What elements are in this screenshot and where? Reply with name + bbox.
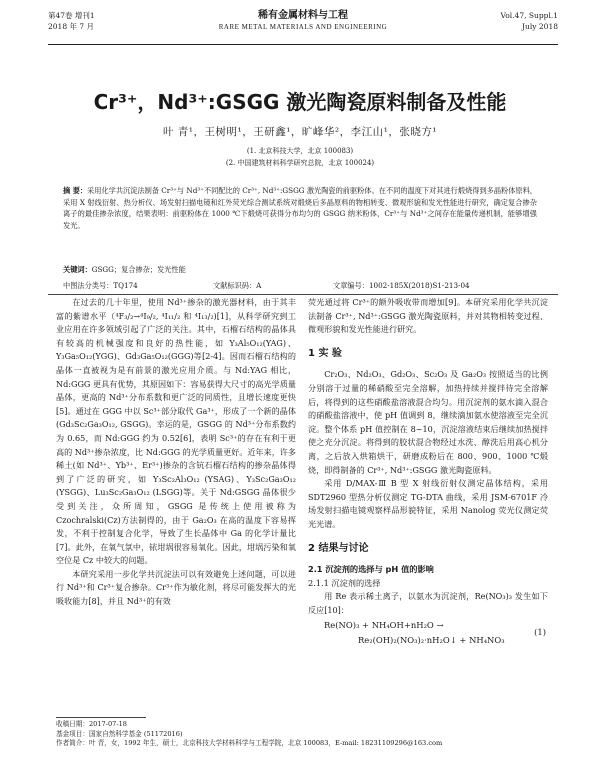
clc-number: 中图法分类号：TQ174: [63, 281, 138, 290]
year-cn: 2018 年 7 月: [48, 22, 95, 31]
classification-line: [63, 281, 537, 291]
received-date: 收稿日期：2017-07-18: [56, 720, 127, 728]
method-paragraph: Cr₂O₃、Nd₂O₃、Gd₂O₃、Sc₂O₃ 及 Ga₂O₃ 按照适当的比例分别溶于过量的稀硝酸至完全溶解，加热持续并搅拌待完全溶解后，将得到的这些硝酸盐溶液混合均匀。用沉淀剂的氨水滴入混合的硝酸盐溶液中，使 pH 值调到 8，继续滴加氨水使溶液至完全沉淀。整个体系 pH 值控制在 8~10，沉淀溶液结束后继续加热搅拌使之充分沉淀。将得到的胶状混合物经过水洗、醇洗后用高心机分离，之后放入烘箱烘干，研磨成粉后在 800、900、1000 ℃煅烧，即得制备的 Cr³⁺, Nd³⁺:GSGG 激光陶瓷原料。: [308, 369, 548, 475]
intro-continued: 荧光通过将 Cr³⁺的额外吸收带而增加[9]。本研究采用化学共沉淀法制备 Cr³⁺, Nd³⁺:GSGG 激光陶瓷原料，并对其物相转变过程、微观形貌和发光性能进行研究。: [308, 297, 548, 335]
equation-number: (1): [534, 627, 546, 638]
keywords-text: GSGG；复合掺杂；发光性能: [91, 265, 186, 274]
left-column: [56, 296, 296, 609]
funding: 基金项目：国家自然科学基金 (51172016): [56, 729, 183, 738]
subsection-heading: 2.1 沉淀剂的选择与 pH 值的影响: [308, 564, 434, 575]
affiliations: [0, 145, 600, 169]
volume-cn: 第47卷 增刊1: [48, 11, 95, 20]
affiliation-2: (2. 中国建筑材料科学研究总院，北京 100024): [225, 159, 375, 167]
footnote-divider: [56, 717, 146, 718]
equation-1: [308, 619, 548, 651]
affiliation-1: (1. 北京科技大学，北京 100083): [246, 147, 354, 155]
journal-name-en: RARE METAL MATERIALS AND ENGINEERING: [218, 23, 388, 31]
journal-header: [48, 8, 558, 45]
section-heading: 2 结果与讨论: [308, 542, 369, 554]
intro-paragraph: 本研究采用一步化学共沉淀法可以有效避免上述问题，可以进行 Nd³⁺和 Cr³⁺复合掺杂。Cr³⁺作为敏化剂，将尽可能发挥大的光吸收能力[8]，并且 Nd³⁺的有效: [56, 568, 296, 607]
journal-name-cn: 稀有金属材料与工程: [258, 10, 348, 21]
equation-line-1: Re(NO)₃ + NH₄OH+nH₂O →: [324, 620, 444, 631]
right-column: [308, 296, 548, 651]
author-bio: 作者简介：叶 青，女，1992 年生，硕士，北京科技大学材料科学与工程学院，北京 100083，E-mail: 18231109296@163.com: [56, 739, 443, 748]
article-number: 文章编号：1002-185X(2018)S1-213-04: [333, 281, 470, 290]
equation-line-2: Re₂(OH)₂(NO₃)₂·nH₂O↓ + NH₄NO₃: [358, 635, 505, 646]
method-paragraph: 采用 D/MAX-Ⅲ B 型 X 射线衍射仪测定晶体结构，采用 SDT2960 型热分析仪测定 TG-DTA 曲线，采用 JSM-6701F 冷场发射扫描电镜观察样品形貌特征，采用 Nanolog 荧光仪测定荧光光谱。: [308, 478, 548, 529]
keywords-label: 关键词：: [63, 265, 92, 274]
divider: [48, 294, 558, 295]
intro-paragraph: 在过去的几十年里，使用 Nd³⁺掺杂的激光器材料，由于其丰富的紫谱水平（⁴F₃/₂→⁴I₉/₂, ⁴I₁₁/₂ 和 ⁴I₁₃/₂)[1]，从科学研究到工业应用在许多领域引起了广泛的关注。其中，石榴石结构的晶体具有较高的机械强度和良好的热性能，如 Y₃Al₅O₁₂(YAG)、Y₃Ga₅O₁₂(YGG)、Gd₃Ga₅O₁₂(GGG)等[2-4]。因而石榴石结构的晶体一直被视为是有前景的激光应用介质。与 Nd:YAG 相比，Nd:GGG 更具有优势，其原因如下：容易获得大尺寸的高光学质量晶体，更高的 Nd³⁺分布系数和更广泛的同质性，且增长速度更快[5]。通过在 GGG 中以 Sc³⁺部分取代 Ga³⁺，形成了一个新的晶体(Gd₃Sc₂Ga₃O₁₂, GSGG)。幸运的是，GSGG 的 Nd³⁺分布系数约为 0.65，而 Nd:GGG 约为 0.52[6]，表明 Sc³⁺的存在有利于更高的 Nd³⁺掺杂浓度，比 Nd:GGG 的光学质量更好。近年来，许多稀土(如 Nd³⁺、Yb³⁺、Er³⁺)掺杂的含钪石榴石结构的掺杂晶体得到了广泛的研究，如 Y₃Sc₂Al₃O₁₂ (YSAG)、Y₃Sc₂Ga₃O₁₂ (YSGG)、Lu₃Sc₂Ga₃O₁₂ (LSGG)等。关于 Nd:GSGG 晶体很少受到关注，众所周知，GSGG 是传统上使用被称为 Czochralski(Cz)方法制得的，由于 Ga₂O₃ 在高的温度下容易挥发，不利于控制复合化学，导致了生长晶体中 Ga 的化学计量比[7]。此外，在氧气氛中，铱坩埚很容易氧化。因此，坩埚污染和氧空位是 Cz 中较大的问题。: [56, 297, 296, 566]
date-en: July 2018: [522, 22, 558, 31]
reaction-paragraph: 用 Re 表示稀土离子，以氨水为沉淀剂，Re(NO₃)₃ 发生如下反应[10]：: [308, 591, 548, 615]
paper-title: Cr³⁺，Nd³⁺:GSGG 激光陶瓷原料制备及性能: [93, 90, 507, 114]
volume-en: Vol.47, Suppl.1: [500, 11, 558, 20]
subsubsection-heading: 2.1.1 沉淀剂的选择: [308, 577, 381, 588]
footnotes: [56, 720, 560, 749]
author-list: 叶 青¹，王树明¹，王研鑫¹，旷峰华²，李江山¹，张晓方¹: [162, 126, 438, 138]
abstract: [63, 185, 537, 231]
header-right: [501, 10, 558, 32]
section-heading: 1 实 验: [308, 347, 342, 359]
header-center: [48, 9, 558, 32]
document-code: 文献标识码：A: [213, 281, 262, 290]
abstract-text: 采用化学共沉淀法制备 Cr³⁺与 Nd³⁺不同配比的 Cr³⁺, Nd³⁺:GSGG 激光陶瓷的前驱粉体。在不同的温度下对其进行煅烧得到多晶粉体原料，采用 X 射线衍射、热分析仪、场发射扫描电镜和红外荧光综合测试系统对煅烧后多晶原料的物相转变、微观形貌和发光性能进行研究，确定复合掺杂离子的最佳掺杂浓度，结果表明：前驱粉体在 1000 ℃下煅烧可获得分布均匀的 GSGG 纳米粉体，Cr³⁺与 Nd³⁺之间存在能量传递机制，能够增强发光。: [63, 186, 537, 230]
keywords: [63, 265, 537, 275]
abstract-label: 摘 要：: [63, 186, 88, 195]
